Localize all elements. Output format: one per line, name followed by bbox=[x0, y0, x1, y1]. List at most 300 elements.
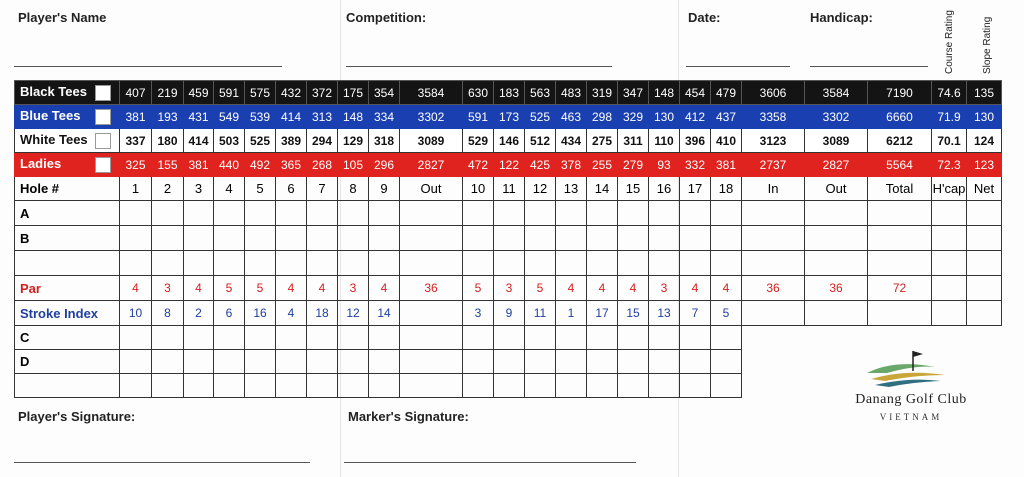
blue-tees-row-cell: 130 bbox=[967, 105, 1002, 129]
stroke-index-row-cell bbox=[805, 301, 868, 326]
player-row-score-cell[interactable] bbox=[649, 201, 680, 226]
player-row-score-cell[interactable] bbox=[400, 226, 463, 251]
blue-tees-row-cell: 412 bbox=[680, 105, 711, 129]
white-tees-row-cell: 3089 bbox=[400, 129, 463, 153]
white-tees-row-cell: 512 bbox=[525, 129, 556, 153]
white-tees-row-cell: 180 bbox=[152, 129, 184, 153]
player-row-score-cell[interactable] bbox=[525, 251, 556, 276]
blue-tees-row-cell: 173 bbox=[494, 105, 525, 129]
hole-row-label-text: Hole # bbox=[20, 181, 60, 196]
marker-row-score-cell[interactable] bbox=[276, 350, 307, 374]
white-tees-row-cell: 529 bbox=[463, 129, 494, 153]
par-row-cell: 72 bbox=[868, 276, 932, 301]
player-row-score-cell[interactable] bbox=[967, 226, 1002, 251]
player-row-score-cell[interactable] bbox=[932, 251, 967, 276]
marker-row-label-text: D bbox=[20, 354, 30, 369]
player-row-score-cell[interactable] bbox=[932, 201, 967, 226]
player-row-score-cell[interactable] bbox=[184, 201, 214, 226]
hole-row-cell: 1 bbox=[120, 177, 152, 201]
stroke-index-row-cell: 7 bbox=[680, 301, 711, 326]
player-row-score-cell[interactable] bbox=[711, 201, 742, 226]
marker-row-score-cell[interactable] bbox=[338, 350, 369, 374]
black-tees-row-cell: 591 bbox=[214, 81, 245, 105]
marker-row-score-cell[interactable] bbox=[152, 374, 184, 398]
par-row-cell: 4 bbox=[307, 276, 338, 301]
player-row-score-cell[interactable] bbox=[214, 201, 245, 226]
blue-tees-row-cell: 3302 bbox=[805, 105, 868, 129]
marker-row-score-cell[interactable] bbox=[369, 350, 400, 374]
stroke-index-row-cell: 15 bbox=[618, 301, 649, 326]
marker-row-score-cell[interactable] bbox=[525, 350, 556, 374]
marker-row-score-cell[interactable] bbox=[680, 350, 711, 374]
ladies-row-cell: 255 bbox=[587, 153, 618, 177]
blue-tees-row-cell: 539 bbox=[245, 105, 276, 129]
player-row-label bbox=[15, 226, 120, 251]
player-row-score-cell[interactable] bbox=[307, 201, 338, 226]
player-row-score-cell[interactable] bbox=[245, 226, 276, 251]
player-name-label: Player's Name bbox=[18, 10, 107, 25]
ladies-row-cell: 72.3 bbox=[932, 153, 967, 177]
player-row-label bbox=[15, 251, 120, 276]
ladies-row-cell: 2827 bbox=[805, 153, 868, 177]
black-tees-row-cell: 432 bbox=[276, 81, 307, 105]
player-row-label-text: A bbox=[20, 205, 30, 221]
hole-row-cell: 15 bbox=[618, 177, 649, 201]
marker-row-score-cell[interactable] bbox=[618, 374, 649, 398]
par-row-cell: 5 bbox=[463, 276, 494, 301]
marker-row-score-cell[interactable] bbox=[649, 326, 680, 350]
par-row-cell: 4 bbox=[680, 276, 711, 301]
marker-row-score-cell[interactable] bbox=[307, 350, 338, 374]
black-tees-row-cell: 483 bbox=[556, 81, 587, 105]
player-row-score-cell[interactable] bbox=[494, 201, 525, 226]
black-tees-row-checkbox[interactable] bbox=[95, 85, 111, 101]
marker-row-score-cell[interactable] bbox=[711, 350, 742, 374]
blue-tees-row-cell: 3302 bbox=[400, 105, 463, 129]
blue-tees-row-cell: 3358 bbox=[742, 105, 805, 129]
hole-row-cell: 8 bbox=[338, 177, 369, 201]
blue-tees-row-cell: 549 bbox=[214, 105, 245, 129]
par-row-cell: 5 bbox=[214, 276, 245, 301]
player-row-score-cell[interactable] bbox=[463, 226, 494, 251]
player-row-score-cell[interactable] bbox=[680, 251, 711, 276]
hole-row-cell: 2 bbox=[152, 177, 184, 201]
hole-row-cell: Total bbox=[868, 177, 932, 201]
white-tees-row-cell: 434 bbox=[556, 129, 587, 153]
player-row-score-cell[interactable] bbox=[307, 251, 338, 276]
stroke-index-row bbox=[15, 301, 1002, 326]
ladies-row-cell: 123 bbox=[967, 153, 1002, 177]
ladies-row-cell: 268 bbox=[307, 153, 338, 177]
black-tees-row-cell: 407 bbox=[120, 81, 152, 105]
marker-row-score-cell[interactable] bbox=[680, 326, 711, 350]
player-row-score-cell[interactable] bbox=[618, 251, 649, 276]
stroke-index-row-cell: 5 bbox=[711, 301, 742, 326]
marker-row-score-cell[interactable] bbox=[463, 350, 494, 374]
blue-tees-row-cell: 71.9 bbox=[932, 105, 967, 129]
marker-row-score-cell[interactable] bbox=[463, 374, 494, 398]
marker-row-score-cell[interactable] bbox=[587, 326, 618, 350]
player-row-score-cell[interactable] bbox=[120, 226, 152, 251]
ladies-row-cell: 2737 bbox=[742, 153, 805, 177]
stroke-index-row-cell: 16 bbox=[245, 301, 276, 326]
player-row-score-cell[interactable] bbox=[276, 251, 307, 276]
marker-row-score-cell[interactable] bbox=[587, 374, 618, 398]
par-row-cell: 4 bbox=[587, 276, 618, 301]
player-row-score-cell[interactable] bbox=[587, 251, 618, 276]
player-signature-field[interactable] bbox=[14, 462, 310, 463]
marker-signature-label: Marker's Signature: bbox=[348, 409, 469, 424]
ladies-row-cell: 279 bbox=[618, 153, 649, 177]
par-row-cell: 36 bbox=[742, 276, 805, 301]
marker-row-score-cell[interactable] bbox=[369, 374, 400, 398]
player-row-score-cell[interactable] bbox=[152, 251, 184, 276]
player-row-score-cell[interactable] bbox=[742, 226, 805, 251]
date-field[interactable] bbox=[686, 66, 790, 67]
marker-row-score-cell[interactable] bbox=[494, 374, 525, 398]
blue-tees-row-cell: 334 bbox=[369, 105, 400, 129]
par-row-cell: 3 bbox=[338, 276, 369, 301]
marker-row-score-cell[interactable] bbox=[184, 374, 214, 398]
player-row-score-cell[interactable] bbox=[868, 201, 932, 226]
marker-row-score-cell[interactable] bbox=[400, 350, 463, 374]
marker-row-label bbox=[15, 374, 120, 398]
player-row-score-cell[interactable] bbox=[805, 251, 868, 276]
player-row-score-cell[interactable] bbox=[369, 251, 400, 276]
white-tees-row-cell: 146 bbox=[494, 129, 525, 153]
par-row-cell: 4 bbox=[618, 276, 649, 301]
player-row-score-cell[interactable] bbox=[711, 251, 742, 276]
marker-row-score-cell[interactable] bbox=[400, 326, 463, 350]
marker-row-score-cell[interactable] bbox=[338, 326, 369, 350]
ladies-row-cell: 296 bbox=[369, 153, 400, 177]
stroke-index-row-label bbox=[15, 301, 120, 326]
white-tees-row-checkbox[interactable] bbox=[95, 133, 111, 149]
player-row-score-cell[interactable] bbox=[587, 226, 618, 251]
player-row-score-cell[interactable] bbox=[868, 226, 932, 251]
player-row bbox=[15, 201, 1002, 226]
player-row-score-cell[interactable] bbox=[680, 226, 711, 251]
par-row-cell bbox=[967, 276, 1002, 301]
player-row-score-cell[interactable] bbox=[742, 201, 805, 226]
white-tees-row-cell: 503 bbox=[214, 129, 245, 153]
black-tees-row-cell: 354 bbox=[369, 81, 400, 105]
player-row-score-cell[interactable] bbox=[649, 226, 680, 251]
stroke-index-row-cell: 1 bbox=[556, 301, 587, 326]
ladies-row-label bbox=[15, 153, 120, 177]
player-row-score-cell[interactable] bbox=[618, 226, 649, 251]
ladies-row-cell: 472 bbox=[463, 153, 494, 177]
marker-row-score-cell[interactable] bbox=[711, 326, 742, 350]
par-row-cell: 4 bbox=[556, 276, 587, 301]
marker-row-score-cell[interactable] bbox=[245, 326, 276, 350]
marker-row-score-cell[interactable] bbox=[680, 374, 711, 398]
player-row-score-cell[interactable] bbox=[338, 226, 369, 251]
hole-row-cell: 16 bbox=[649, 177, 680, 201]
hole-row-cell: 9 bbox=[369, 177, 400, 201]
black-tees-row-cell: 183 bbox=[494, 81, 525, 105]
ladies-row-cell: 325 bbox=[120, 153, 152, 177]
player-row-score-cell[interactable] bbox=[494, 251, 525, 276]
white-tees-row-cell: 3123 bbox=[742, 129, 805, 153]
player-row-score-cell[interactable] bbox=[214, 226, 245, 251]
blue-tees-row-cell: 414 bbox=[276, 105, 307, 129]
blue-tees-row-cell: 130 bbox=[649, 105, 680, 129]
player-row-score-cell[interactable] bbox=[338, 251, 369, 276]
player-row-score-cell[interactable] bbox=[400, 201, 463, 226]
ladies-row bbox=[15, 153, 1002, 177]
hole-row-cell: 17 bbox=[680, 177, 711, 201]
stroke-index-row-label-text: Stroke Index bbox=[20, 305, 99, 321]
ladies-row-cell: 93 bbox=[649, 153, 680, 177]
hole-row-cell: 12 bbox=[525, 177, 556, 201]
player-row-score-cell[interactable] bbox=[307, 226, 338, 251]
black-tees-row-cell: 3584 bbox=[805, 81, 868, 105]
marker-row-score-cell[interactable] bbox=[711, 374, 742, 398]
marker-row-score-cell[interactable] bbox=[463, 326, 494, 350]
player-row-score-cell[interactable] bbox=[967, 251, 1002, 276]
white-tees-row-cell: 414 bbox=[184, 129, 214, 153]
par-row-cell: 4 bbox=[711, 276, 742, 301]
marker-signature-field[interactable] bbox=[344, 462, 636, 463]
player-row bbox=[15, 251, 1002, 276]
hole-row-cell: 4 bbox=[214, 177, 245, 201]
par-row-cell: 5 bbox=[525, 276, 556, 301]
marker-row-score-cell[interactable] bbox=[618, 350, 649, 374]
marker-row-score-cell[interactable] bbox=[276, 326, 307, 350]
marker-row-score-cell[interactable] bbox=[276, 374, 307, 398]
stroke-index-row-cell: 4 bbox=[276, 301, 307, 326]
marker-row-score-cell[interactable] bbox=[494, 326, 525, 350]
hole-row-cell: 14 bbox=[587, 177, 618, 201]
handicap-field[interactable] bbox=[810, 66, 928, 67]
blue-tees-row-cell: 193 bbox=[152, 105, 184, 129]
blue-tees-row-cell: 313 bbox=[307, 105, 338, 129]
blue-tees-row-checkbox[interactable] bbox=[95, 109, 111, 125]
marker-row-score-cell[interactable] bbox=[152, 350, 184, 374]
white-tees-row-cell: 311 bbox=[618, 129, 649, 153]
ladies-row-cell: 440 bbox=[214, 153, 245, 177]
player-row-score-cell[interactable] bbox=[276, 226, 307, 251]
player-row-score-cell[interactable] bbox=[184, 251, 214, 276]
par-row-cell: 5 bbox=[245, 276, 276, 301]
par-row-cell: 3 bbox=[649, 276, 680, 301]
player-row-score-cell[interactable] bbox=[680, 201, 711, 226]
marker-row-score-cell[interactable] bbox=[400, 374, 463, 398]
hole-row-cell: 3 bbox=[184, 177, 214, 201]
black-tees-row-cell: 7190 bbox=[868, 81, 932, 105]
marker-row-score-cell[interactable] bbox=[152, 326, 184, 350]
par-row-cell: 4 bbox=[276, 276, 307, 301]
player-row-score-cell[interactable] bbox=[525, 201, 556, 226]
ladies-row-cell: 365 bbox=[276, 153, 307, 177]
black-tees-row-cell: 454 bbox=[680, 81, 711, 105]
competition-label: Competition: bbox=[346, 10, 427, 25]
player-row-score-cell[interactable] bbox=[214, 251, 245, 276]
competition-field[interactable] bbox=[346, 66, 612, 67]
marker-row-score-cell[interactable] bbox=[556, 350, 587, 374]
player-row-score-cell[interactable] bbox=[967, 201, 1002, 226]
hole-row-cell: In bbox=[742, 177, 805, 201]
player-row-score-cell[interactable] bbox=[338, 201, 369, 226]
hole-row-cell: Net bbox=[967, 177, 1002, 201]
black-tees-row-cell: 3606 bbox=[742, 81, 805, 105]
marker-row-score-cell[interactable] bbox=[120, 350, 152, 374]
white-tees-row-cell: 70.1 bbox=[932, 129, 967, 153]
black-tees-row-cell: 479 bbox=[711, 81, 742, 105]
marker-row-score-cell[interactable] bbox=[369, 326, 400, 350]
marker-row-label bbox=[15, 326, 120, 350]
black-tees-row-label bbox=[15, 81, 120, 105]
black-tees-row-cell: 148 bbox=[649, 81, 680, 105]
stroke-index-row-cell: 11 bbox=[525, 301, 556, 326]
stroke-index-row-cell: 2 bbox=[184, 301, 214, 326]
marker-row-score-cell[interactable] bbox=[245, 374, 276, 398]
marker-row-score-cell[interactable] bbox=[307, 326, 338, 350]
ladies-row-cell: 105 bbox=[338, 153, 369, 177]
ladies-row-cell: 332 bbox=[680, 153, 711, 177]
player-row-score-cell[interactable] bbox=[369, 201, 400, 226]
player-row-score-cell[interactable] bbox=[932, 226, 967, 251]
ladies-row-cell: 2827 bbox=[400, 153, 463, 177]
stroke-index-row-cell: 9 bbox=[494, 301, 525, 326]
ladies-row-checkbox[interactable] bbox=[95, 157, 111, 173]
marker-row-score-cell[interactable] bbox=[338, 374, 369, 398]
white-tees-row bbox=[15, 129, 1002, 153]
stroke-index-row-cell: 8 bbox=[152, 301, 184, 326]
marker-row-score-cell[interactable] bbox=[214, 374, 245, 398]
ladies-row-cell: 492 bbox=[245, 153, 276, 177]
marker-row-score-cell[interactable] bbox=[525, 374, 556, 398]
white-tees-row-cell: 294 bbox=[307, 129, 338, 153]
blue-tees-row bbox=[15, 105, 1002, 129]
stroke-index-row-cell: 10 bbox=[120, 301, 152, 326]
player-row-score-cell[interactable] bbox=[152, 226, 184, 251]
marker-row-label-text: C bbox=[20, 330, 30, 345]
black-tees-row-cell: 459 bbox=[184, 81, 214, 105]
player-row-score-cell[interactable] bbox=[120, 251, 152, 276]
player-row bbox=[15, 226, 1002, 251]
handicap-label: Handicap: bbox=[810, 10, 873, 25]
hole-row-cell: 7 bbox=[307, 177, 338, 201]
player-row-score-cell[interactable] bbox=[868, 251, 932, 276]
black-tees-row-cell: 219 bbox=[152, 81, 184, 105]
black-tees-row-cell: 319 bbox=[587, 81, 618, 105]
ladies-row-cell: 378 bbox=[556, 153, 587, 177]
marker-row-score-cell[interactable] bbox=[649, 374, 680, 398]
hole-row bbox=[15, 177, 1002, 201]
marker-row-score-cell[interactable] bbox=[556, 326, 587, 350]
player-row-score-cell[interactable] bbox=[463, 251, 494, 276]
ladies-row-cell: 381 bbox=[711, 153, 742, 177]
hole-row-cell: H'cap bbox=[932, 177, 967, 201]
player-row-score-cell[interactable] bbox=[805, 226, 868, 251]
slope-rating-label: Slope Rating bbox=[982, 16, 993, 74]
player-row-score-cell[interactable] bbox=[711, 226, 742, 251]
player-row-score-cell[interactable] bbox=[463, 201, 494, 226]
marker-row-score-cell[interactable] bbox=[307, 374, 338, 398]
marker-row-score-cell[interactable] bbox=[245, 350, 276, 374]
par-row-cell bbox=[932, 276, 967, 301]
marker-row-score-cell[interactable] bbox=[120, 374, 152, 398]
player-row-score-cell[interactable] bbox=[276, 201, 307, 226]
par-row-cell: 4 bbox=[184, 276, 214, 301]
player-row-score-cell[interactable] bbox=[556, 201, 587, 226]
player-row-score-cell[interactable] bbox=[742, 251, 805, 276]
blue-tees-row-label-text: Blue Tees bbox=[20, 108, 81, 123]
player-row-score-cell[interactable] bbox=[587, 201, 618, 226]
black-tees-row-cell: 347 bbox=[618, 81, 649, 105]
blue-tees-row-cell: 591 bbox=[463, 105, 494, 129]
player-row-score-cell[interactable] bbox=[245, 251, 276, 276]
black-tees-row-cell: 175 bbox=[338, 81, 369, 105]
white-tees-row-cell: 129 bbox=[338, 129, 369, 153]
marker-row-score-cell[interactable] bbox=[214, 326, 245, 350]
marker-row-score-cell[interactable] bbox=[587, 350, 618, 374]
player-row-score-cell[interactable] bbox=[152, 201, 184, 226]
player-row-score-cell[interactable] bbox=[245, 201, 276, 226]
marker-row-score-cell[interactable] bbox=[184, 326, 214, 350]
marker-row-score-cell[interactable] bbox=[649, 350, 680, 374]
logo-subtitle: VIETNAM bbox=[879, 412, 943, 422]
marker-row-score-cell[interactable] bbox=[120, 326, 152, 350]
white-tees-row-label-text: White Tees bbox=[20, 132, 88, 147]
white-tees-row-cell: 110 bbox=[649, 129, 680, 153]
stroke-index-row-cell bbox=[932, 301, 967, 326]
par-row-cell: 4 bbox=[120, 276, 152, 301]
stroke-index-row-cell bbox=[967, 301, 1002, 326]
par-row-cell: 3 bbox=[494, 276, 525, 301]
marker-row-score-cell[interactable] bbox=[618, 326, 649, 350]
player-row-score-cell[interactable] bbox=[369, 226, 400, 251]
blue-tees-row-cell: 525 bbox=[525, 105, 556, 129]
player-name-field[interactable] bbox=[14, 66, 282, 67]
white-tees-row-cell: 275 bbox=[587, 129, 618, 153]
blue-tees-row-cell: 381 bbox=[120, 105, 152, 129]
player-row-score-cell[interactable] bbox=[805, 201, 868, 226]
ladies-row-cell: 5564 bbox=[868, 153, 932, 177]
white-tees-row-cell: 6212 bbox=[868, 129, 932, 153]
white-tees-row-label bbox=[15, 129, 120, 153]
hole-row-cell: 11 bbox=[494, 177, 525, 201]
player-row-score-cell[interactable] bbox=[649, 251, 680, 276]
marker-row-score-cell[interactable] bbox=[184, 350, 214, 374]
marker-row-score-cell[interactable] bbox=[494, 350, 525, 374]
player-row-score-cell[interactable] bbox=[525, 226, 556, 251]
par-row-label bbox=[15, 276, 120, 301]
blue-tees-row-cell: 431 bbox=[184, 105, 214, 129]
marker-row-score-cell[interactable] bbox=[556, 374, 587, 398]
marker-row-score-cell[interactable] bbox=[525, 326, 556, 350]
ladies-row-label-text: Ladies bbox=[20, 156, 62, 171]
stroke-index-row-cell: 3 bbox=[463, 301, 494, 326]
player-row-score-cell[interactable] bbox=[184, 226, 214, 251]
player-row-label-text: B bbox=[20, 230, 30, 246]
player-row-score-cell[interactable] bbox=[556, 226, 587, 251]
par-row-cell: 36 bbox=[805, 276, 868, 301]
player-row-score-cell[interactable] bbox=[556, 251, 587, 276]
player-row-score-cell[interactable] bbox=[618, 201, 649, 226]
black-tees-row-cell: 3584 bbox=[400, 81, 463, 105]
course-rating-label: Course Rating bbox=[944, 10, 955, 74]
player-row-score-cell[interactable] bbox=[400, 251, 463, 276]
player-row-score-cell[interactable] bbox=[494, 226, 525, 251]
marker-row-score-cell[interactable] bbox=[214, 350, 245, 374]
par-row-cell: 4 bbox=[369, 276, 400, 301]
player-row-score-cell[interactable] bbox=[120, 201, 152, 226]
blue-tees-row-cell: 329 bbox=[618, 105, 649, 129]
par-row-cell: 36 bbox=[400, 276, 463, 301]
